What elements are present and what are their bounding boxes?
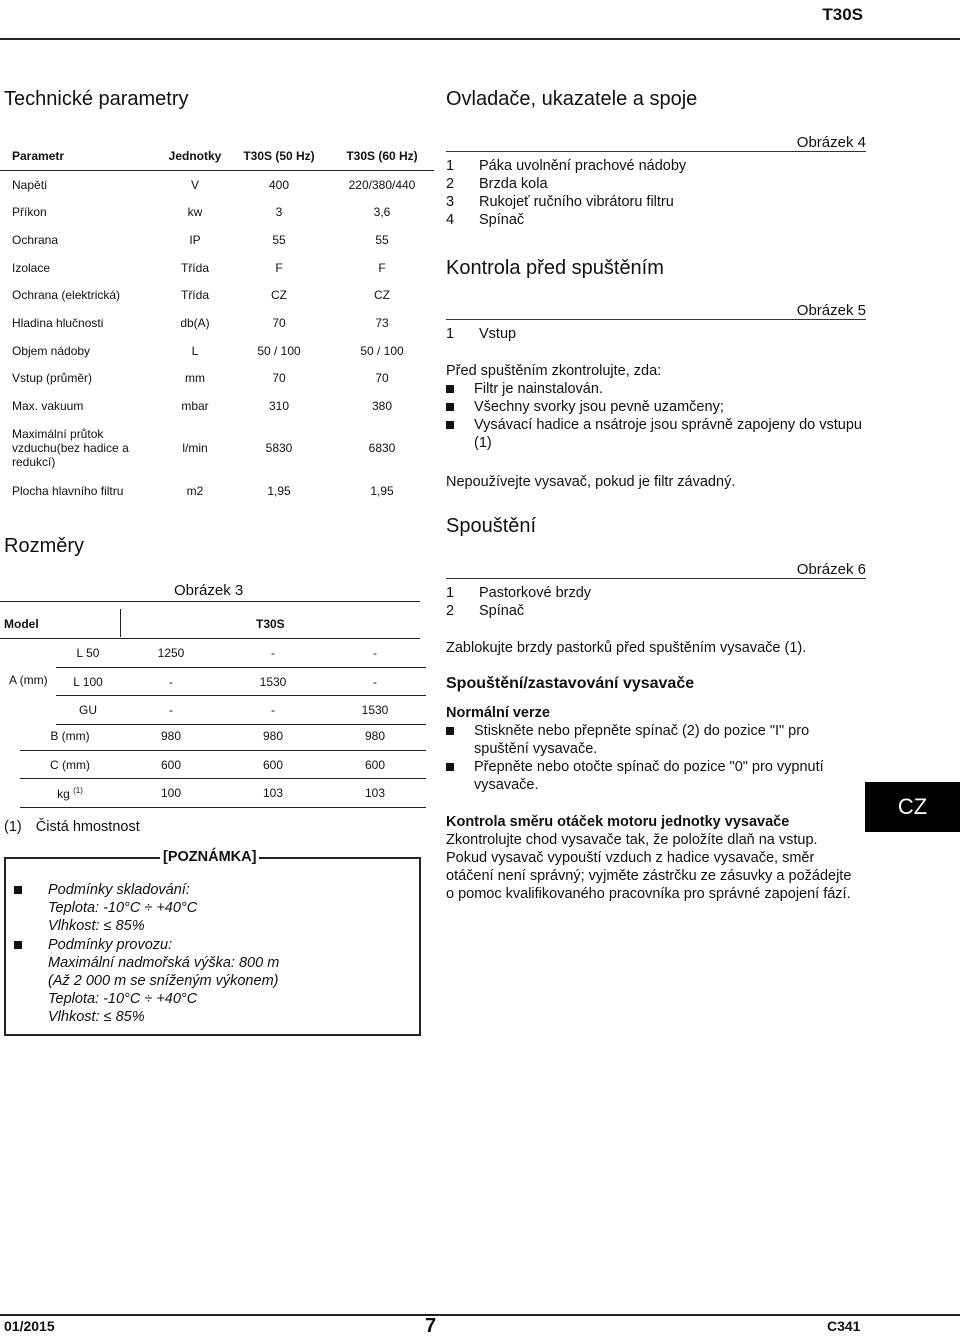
item-num: 2 xyxy=(446,176,455,192)
note-item xyxy=(14,881,279,899)
item-num: 1 xyxy=(446,158,455,174)
cell: Ochrana xyxy=(12,232,59,247)
cell: 1250 xyxy=(120,639,222,667)
bullet-icon xyxy=(14,886,22,894)
note-line: (Až 2 000 m se sníženým výkonem) xyxy=(48,973,279,990)
bullet-text: Všechny svorky jsou pevně uzamčeny; xyxy=(474,399,724,415)
cell: 400 xyxy=(228,170,330,198)
list-item xyxy=(446,157,686,175)
table-row xyxy=(20,722,426,750)
list-item xyxy=(446,211,686,229)
start-figure: Obrázek 6 xyxy=(446,561,866,579)
bullet-icon xyxy=(446,403,454,411)
cell: B (mm) xyxy=(20,722,120,750)
table-row xyxy=(0,281,434,309)
check-content xyxy=(446,362,866,452)
cell: 103 xyxy=(222,779,324,808)
cell: F xyxy=(378,260,386,275)
dims-title: Rozměry xyxy=(4,535,85,557)
cell: CZ xyxy=(271,288,287,303)
cell: 6830 xyxy=(368,441,396,456)
cell: 1,95 xyxy=(370,483,394,498)
note-item xyxy=(14,936,279,954)
note-title: [POZNÁMKA] xyxy=(160,849,259,865)
cell: GU xyxy=(56,696,120,725)
note-line: Teplota: -10°C ÷ +40°C xyxy=(48,900,198,917)
bullet-text: Přepněte nebo otočte spínač do pozice "0" pro vypnutí vysavače. xyxy=(474,759,824,793)
footnote-num: (1) xyxy=(4,819,22,835)
language-badge: CZ xyxy=(865,782,960,832)
table-row xyxy=(0,365,434,393)
item-num: 2 xyxy=(446,603,455,619)
table-row xyxy=(0,337,434,365)
cell: 50 / 100 xyxy=(360,343,404,358)
table-row xyxy=(0,309,434,337)
tech-table xyxy=(0,142,434,505)
col-header-unit: Jednotky xyxy=(168,148,222,163)
cell: 70 xyxy=(272,315,286,330)
cell: Napětí xyxy=(0,170,162,198)
cell: Izolace xyxy=(12,260,51,275)
note-line: Vlhkost: ≤ 85% xyxy=(48,918,145,935)
col-header-50hz: T30S (50 Hz) xyxy=(243,148,315,163)
footer-line xyxy=(0,1314,960,1316)
cell: 5830 xyxy=(265,441,293,456)
cell: Třída xyxy=(180,288,209,303)
cell: Plocha hlavního filtru xyxy=(12,483,124,498)
controls-figure: Obrázek 4 xyxy=(446,134,866,152)
dir-title: Kontrola směru otáček motoru jednotky vysavače xyxy=(446,814,790,830)
col-header-60hz: T30S (60 Hz) xyxy=(346,148,418,163)
col-header-param: Parametr xyxy=(12,148,65,163)
bullet-icon xyxy=(446,727,454,735)
cell: db(A) xyxy=(180,315,210,330)
cell: Třída xyxy=(180,260,209,275)
dims-rule xyxy=(0,601,420,602)
dir-section xyxy=(446,813,856,903)
table-row xyxy=(0,170,434,198)
table-row xyxy=(56,696,426,725)
cell: IP xyxy=(189,232,201,247)
bullet-text: Filtr je nainstalován. xyxy=(474,381,603,397)
cell: 70 xyxy=(272,371,286,386)
cell: 73 xyxy=(375,315,389,330)
dims-figure: Obrázek 3 xyxy=(174,582,244,599)
cell: Objem nádoby xyxy=(12,343,91,358)
top-bar xyxy=(0,0,960,40)
cell: l/min xyxy=(182,441,208,456)
cell: V xyxy=(162,170,228,198)
check-bullet xyxy=(446,398,866,416)
cell: 3 xyxy=(275,205,283,220)
item-text: Spínač xyxy=(479,212,525,228)
cell: 600 xyxy=(120,750,222,779)
controls-title: Ovladače, ukazatele a spoje xyxy=(446,88,698,110)
bullet-text: Stiskněte nebo přepněte spínač (2) do pozice "I" pro spuštění vysavače. xyxy=(474,723,810,757)
table-row xyxy=(0,392,434,420)
cell: 55 xyxy=(272,232,286,247)
check-bullet xyxy=(446,380,866,398)
dims-footnote xyxy=(4,819,140,835)
cell: F xyxy=(275,260,283,275)
check-title: Kontrola před spuštěním xyxy=(446,257,664,279)
cell: Hladina hlučnosti xyxy=(12,315,104,330)
dims-model-label: Model xyxy=(4,617,39,631)
table-row xyxy=(56,639,426,667)
cell: 600 xyxy=(324,750,426,779)
cell: - xyxy=(324,639,426,667)
cell xyxy=(20,779,120,808)
cell: 220/380/440 xyxy=(330,170,434,198)
cell: m2 xyxy=(186,483,204,498)
cell: kw xyxy=(187,205,203,220)
cell: Vstup (průměr) xyxy=(12,371,93,386)
footer-page: 7 xyxy=(425,1315,437,1337)
check-intro: Před spuštěním zkontrolujte, zda: xyxy=(446,363,662,379)
item-text: Rukojeť ručního vibrátoru filtru xyxy=(479,194,674,210)
cell: 100 xyxy=(120,779,222,808)
dims-model-value: T30S xyxy=(256,617,285,631)
controls-list xyxy=(446,157,686,229)
cell: 980 xyxy=(324,722,426,750)
start-title: Spouštění xyxy=(446,515,537,537)
cell: mbar xyxy=(181,399,209,414)
note-line: Vlhkost: ≤ 85% xyxy=(48,1009,145,1026)
cell: Ochrana (elektrická) xyxy=(12,288,121,303)
list-item xyxy=(446,602,591,620)
cell: 600 xyxy=(222,750,324,779)
item-num: 1 xyxy=(446,326,455,342)
dims-table xyxy=(56,639,426,725)
check-bullet xyxy=(446,416,866,452)
cell: 380 xyxy=(371,399,393,414)
cell: - xyxy=(222,696,324,725)
cell: 55 xyxy=(375,232,389,247)
item-num: 1 xyxy=(446,585,455,601)
list-item xyxy=(446,193,686,211)
check-warning: Nepoužívejte vysavač, pokud je filtr závadný. xyxy=(446,474,736,490)
list-item xyxy=(446,175,686,193)
note-content xyxy=(14,881,279,1027)
tech-title: Technické parametry xyxy=(4,88,189,110)
table-row xyxy=(20,779,426,808)
cell: 3,6 xyxy=(373,205,391,220)
footer-date: 01/2015 xyxy=(4,1318,55,1334)
start-bullet xyxy=(446,758,866,794)
kg-label: kg xyxy=(57,786,70,801)
cell: 1530 xyxy=(222,667,324,696)
start-text: Zablokujte brzdy pastorků před spuštěním vysavače (1). xyxy=(446,640,807,656)
cell: mm xyxy=(185,371,205,386)
cell: L xyxy=(191,343,199,358)
bullet-icon xyxy=(446,385,454,393)
item-num: 3 xyxy=(446,194,455,210)
cell: 70 xyxy=(375,371,389,386)
cell: 50 / 100 xyxy=(257,343,301,358)
start-list xyxy=(446,584,591,620)
check-item xyxy=(446,325,516,343)
table-row xyxy=(0,254,434,282)
cell: Maximální průtok vzduchu(bez hadice a redukcí) xyxy=(12,427,129,470)
bullet-icon xyxy=(446,763,454,771)
list-item xyxy=(446,584,591,602)
table-row xyxy=(0,226,434,254)
item-text: Brzda kola xyxy=(479,176,548,192)
item-text: Pastorkové brzdy xyxy=(479,585,592,601)
start-normal xyxy=(446,704,866,794)
note-line: Podmínky skladování: xyxy=(48,882,190,898)
footer-code: C341 xyxy=(827,1318,861,1334)
note-line: Podmínky provozu: xyxy=(48,936,173,953)
note-line: Maximální nadmořská výška: 800 m xyxy=(48,954,280,971)
cell: 1530 xyxy=(324,696,426,725)
start-bullet xyxy=(446,722,866,758)
table-row xyxy=(0,198,434,226)
bullet-icon xyxy=(446,421,454,429)
dims-a-label: A (mm) xyxy=(9,673,48,687)
item-text: Vstup xyxy=(479,326,517,342)
cell: - xyxy=(120,667,222,696)
footnote-text: Čistá hmostnost xyxy=(35,819,140,835)
cell: 310 xyxy=(268,399,290,414)
table-row xyxy=(20,750,426,779)
cell: 980 xyxy=(222,722,324,750)
table-row xyxy=(0,477,434,505)
cell: - xyxy=(324,667,426,696)
table-row xyxy=(56,667,426,696)
dir-text: Zkontrolujte chod vysavače tak, že položíte dlaň na vstup. Pokud vysavač vypouští vzduch z hadice vysavače, směr otáčení není správný; vyjměte zástrčku ze zásuvky a požádejte o pomoc kvalifikovaného pracovníka pro správné zapojení fází. xyxy=(446,832,852,902)
cell: CZ xyxy=(374,288,390,303)
cell: Max. vakuum xyxy=(12,399,84,414)
cell: - xyxy=(120,696,222,725)
normal-title: Normální verze xyxy=(446,705,550,721)
kg-sup: (1) xyxy=(73,785,83,795)
cell: L 100 xyxy=(56,667,120,696)
check-figure: Obrázek 5 xyxy=(446,302,866,320)
table-row xyxy=(0,420,434,477)
cell: 103 xyxy=(324,779,426,808)
item-num: 4 xyxy=(446,212,455,228)
cell: L 50 xyxy=(56,639,120,667)
bullet-icon xyxy=(14,941,22,949)
dims-table-bc xyxy=(20,722,426,808)
dims-divider xyxy=(120,609,121,637)
start-subtitle: Spouštění/zastavování vysavače xyxy=(446,675,695,692)
cell: 1,95 xyxy=(267,483,291,498)
item-text: Spínač xyxy=(479,603,525,619)
cell: - xyxy=(222,639,324,667)
cell: Příkon xyxy=(12,205,47,220)
bullet-text: Vysávací hadice a nsátroje jsou správně zapojeny do vstupu (1) xyxy=(474,417,862,451)
item-text: Páka uvolnění prachové nádoby xyxy=(479,158,687,174)
cell: C (mm) xyxy=(20,750,120,779)
header-model: T30S xyxy=(822,5,863,24)
cell: 980 xyxy=(120,722,222,750)
note-line: Teplota: -10°C ÷ +40°C xyxy=(48,991,198,1008)
